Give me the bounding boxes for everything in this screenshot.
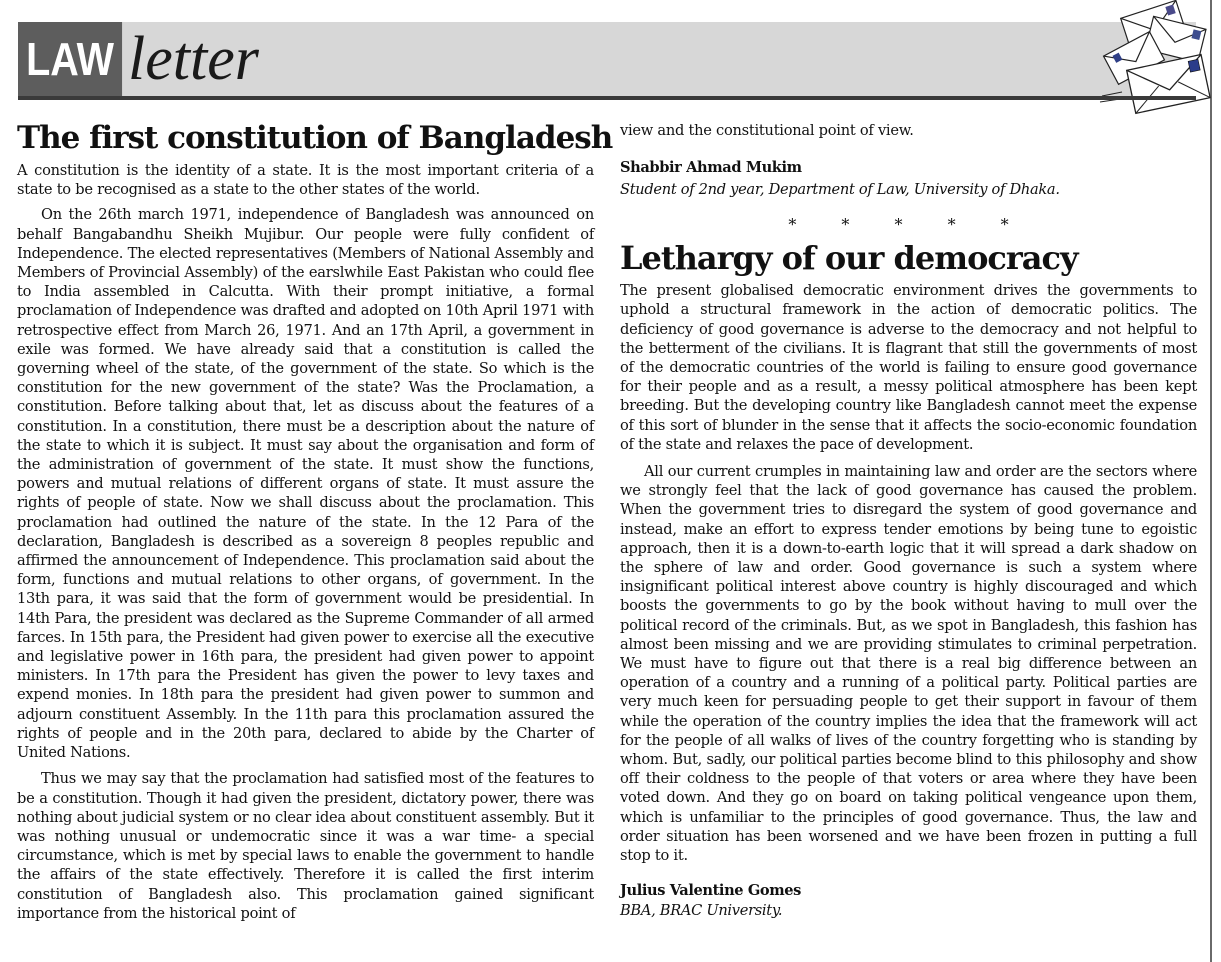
left-article-headline: The first constitution of Bangladesh bbox=[17, 120, 613, 156]
right-article-headline: Lethargy of our democracy bbox=[620, 239, 1078, 278]
right-article-paragraph: All our current crumples in maintaining law and order are the sectors where we strongly feel that the lack of good governance has caused the problem. When the government tries to disregard the system of good governance and instead, make an effort to express tender emotions by being tune to egoistic approach, then it is a down-to-earth logic that it will spread a dark shadow on the sphere of law and order. Good governance is such a system where insignificant political interest above country is highly discouraged and which boosts the governments to go by the book without having to mull over the political record of the criminals. But, as we spot in Bangladesh, this fashion has almost been missing and we are providing stimulates to criminal perpetration. We must have to figure out that there is a real big difference between an operation of a country and a running of a political party. Political parties are very much keen for persuading people to get their support in favour of them while the operation of the country implies the idea that the framework will act for the people of all walks of lives of the country forgetting who is standing by whom. But, sadly, our political parties become blind to this philosophy and show off their coldness to the people of that voters or area where they have been voted down. And they go on board on taking political vengeance upon them, which is unfamiliar to the principles of good governance. Thus, the law and order situation has been worsened and we have been frozen in putting a full stop to it. bbox=[620, 463, 1197, 865]
section-masthead bbox=[18, 22, 1196, 96]
left-article-continuation-text: view and the constitutional point of view. bbox=[620, 122, 914, 139]
author-name: Julius Valentine Gomes bbox=[620, 882, 801, 900]
envelopes-icon bbox=[1096, 0, 1214, 118]
right-article-paragraph: The present globalised democratic environment drives the governments to uphold a structural framework in the action of democratic politics. The deficiency of good governance is adverse to the democracy and not helpful to the betterment of the civilians. It is flagrant that still the governments of most of the democratic countries of the world is failing to ensure good governance for their people and as a result, a messy political atmosphere has been kept breeding. But the developing country like Bangladesh cannot meet the expense of this sort of blunder in the sense that it affects the socio-economic foundation of the state and relaxes the pace of development. bbox=[620, 282, 1197, 453]
section-label-law: LAW bbox=[18, 22, 122, 96]
masthead-rule bbox=[18, 96, 1196, 100]
section-label-letter: letter bbox=[128, 25, 259, 93]
right-article-body bbox=[620, 281, 1197, 865]
right-article-byline bbox=[620, 881, 1197, 920]
page-border-right bbox=[1210, 0, 1212, 962]
author-affiliation: BBA, BRAC University. bbox=[620, 902, 783, 920]
left-article-byline bbox=[620, 158, 1197, 199]
left-article-paragraph: On the 26th march 1971, independence of Bangladesh was announced on behalf Bangabandhu Sheikh Mujibur. Our people were fully confident of Independence. The elected representatives (Members of National Assembly and Members of Provincial Assembly) of the earslwhile East Pakistan who could flee to India assembled in Calcutta. With their prompt initiative, a formal proclamation of Independence was drafted and adopted on 10th April 1971 with retrospective effect from March 26, 1971. And an 17th April, a government in exile was formed. We have already said that a constitution is called the governing wheel of the state, of the government of the state. So which is the constitution for the new government of the state? Was the Proclamation, a constitution. Before talking about that, let as discuss about the features of a constitution. In a constitution, there must be a description about the nature of the state to which it is subject. It must say about the organisation and form of the administration of government of the state. It must show the functions, powers and mutual relations of different organs of state. It must assure the rights of people of state. Now we shall discuss about the proclamation. This proclamation had outlined the nature of the state. In the 12 Para of the declaration, Bangladesh is described as a sovereign 8 peoples republic and affirmed the announcement of Independence. This proclamation said about the form, functions and mutual relations to other organs, of government. In the 13th para, it was said that the form of government would be presidential. In 14th Para, the president was declared as the Supreme Commander of all armed farces. In 15th para, the President had given power to exercise all the executive and legislative power in 16th para, the president had given power to appoint ministers. In 17th para the President has given the power to levy taxes and expend monies. In 18th para the president had given power to summon and adjourn constituent Assembly. In the 11th para this proclamation assured the rights of people and in the 20th para, declared to abide by the Charter of United Nations. bbox=[17, 206, 594, 762]
left-article-paragraph: A constitution is the identity of a state. It is the most important criteria of a state to be recognised as a state to the other states of the world. bbox=[17, 162, 594, 199]
article-separator: * * * * * bbox=[788, 215, 1029, 235]
author-name: Shabbir Ahmad Mukim bbox=[620, 159, 802, 177]
left-article-paragraph: Thus we may say that the proclamation had satisfied most of the features to be a constitution. Though it had given the president, dictatory power, there was nothing about judicial system or no clear idea about constituent assembly. But it was nothing unusual or undemocratic since it was a war time- a special circumstance, which is met by special laws to enable the government to handle the affairs of the state effectively. Therefore it is called the first interim constitution of Bangladesh also. This proclamation gained significant importance from the historical point of bbox=[17, 770, 594, 922]
author-affiliation: Student of 2nd year, Department of Law, University of Dhaka. bbox=[620, 181, 1060, 199]
left-article bbox=[17, 118, 613, 923]
left-article-continuation bbox=[620, 121, 1197, 140]
right-column bbox=[620, 121, 1197, 920]
left-article-body bbox=[17, 161, 594, 923]
